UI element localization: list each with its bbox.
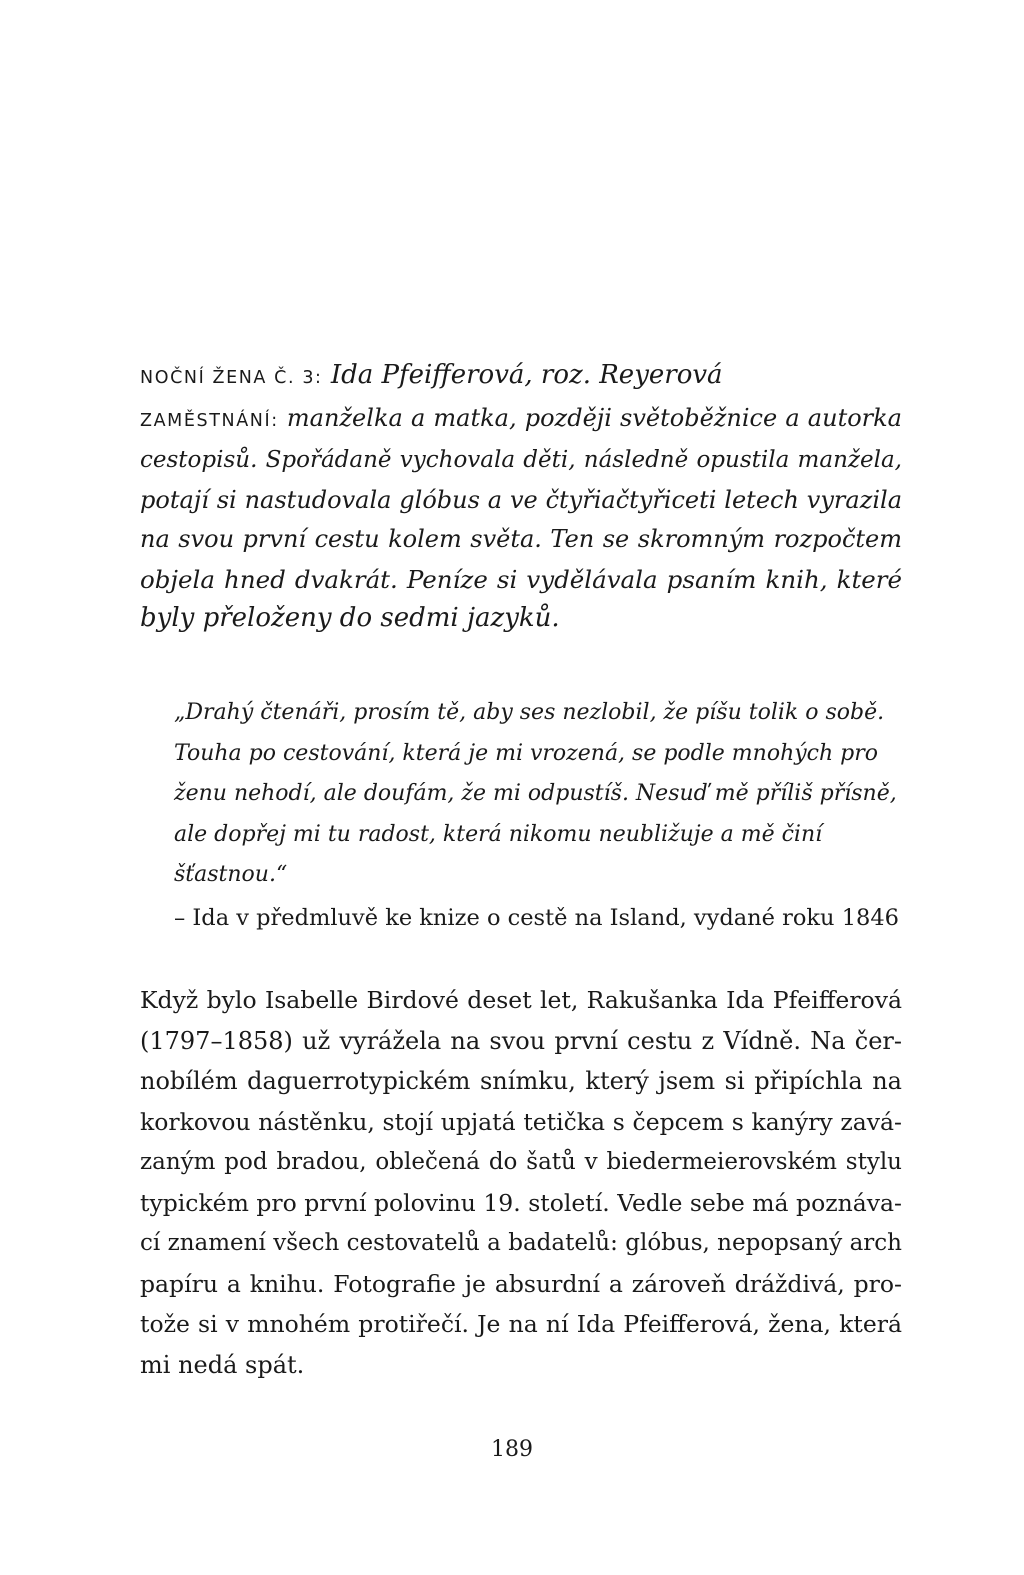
quote-line: ženu nehodí, ale doufám, že mi odpustíš. Nesuď mě příliš přísně, — [174, 781, 897, 806]
quote — [174, 693, 902, 896]
entry-heading-line — [140, 356, 902, 399]
page-number: 189 — [491, 1437, 533, 1462]
body-line: typickém pro první polovinu 19. století. Vedle sebe má poznáva- — [140, 1188, 902, 1217]
entry-label: NOČNÍ ŽENA Č. 3: — [140, 368, 323, 388]
night-woman-entry — [140, 356, 902, 639]
quote-line: Touha po cestování, která je mi vrozená, se podle mnohých pro — [174, 740, 879, 766]
entry-line: na svou první cestu kolem světa. Ten se skromným rozpočtem — [140, 525, 902, 553]
quote-line: „Drahý čtenáři, prosím tě, aby ses nezlobil, že píšu tolik o sobě. — [174, 700, 885, 725]
body-line: Když bylo Isabelle Birdové deset let, Rakušanka Ida Pfeifferová — [140, 986, 902, 1014]
entry-line: potají si nastudovala glóbus a ve čtyřiačtyřiceti letech vyrazila — [140, 485, 902, 514]
body-line: papíru a knihu. Fotografie je absurdní a zároveň dráždivá, pro- — [140, 1269, 902, 1298]
attribution-text: – Ida v předmluvě ke knize o cestě na Island, vydané roku 1846 — [174, 905, 899, 931]
body-line: mi nedá spát. — [140, 1350, 305, 1379]
quote-line: ale dopřej mi tu radost, která nikomu neubližuje a mě činí — [174, 821, 823, 847]
body-paragraph — [140, 980, 902, 1385]
entry-line: objela hned dvakrát. Peníze si vydělávala psaním knih, které — [140, 564, 902, 594]
body-line: korkovou nástěnku, stojí upjatá tetička s čepcem s kanýry zavá- — [140, 1107, 902, 1136]
entry-line: cestopisů. Spořádaně vychovala děti, následně opustila manžela, — [140, 447, 902, 473]
body-line: (1797–1858) už vyrážela na svou první cestu z Vídně. Na čer- — [140, 1026, 902, 1055]
entry-name: Ida Pfeifferová, roz. Reyerová — [330, 360, 723, 390]
entry-line: byly přeloženy do sedmi jazyků. — [140, 603, 560, 633]
body-line: tože si v mnohém protiřečí. Je na ní Ida Pfeifferová, žena, která — [140, 1310, 902, 1338]
quote-line: šťastnou.“ — [174, 862, 288, 887]
body-line: zaným pod bradou, oblečená do šatů v biedermeierovském stylu — [140, 1149, 902, 1175]
body-line: nobílém daguerrotypickém snímku, který jsem si připíchla na — [140, 1067, 902, 1095]
quote-attribution — [174, 898, 902, 938]
body-line: cí znamení všech cestovatelů a badatelů: glóbus, nepopsaný arch — [140, 1230, 902, 1256]
entry-line-text: manželka a matka, později světoběžnice a autorka — [286, 403, 902, 432]
entry-line — [140, 399, 902, 442]
occupation-label: ZAMĚSTNÁNÍ: — [140, 410, 279, 431]
